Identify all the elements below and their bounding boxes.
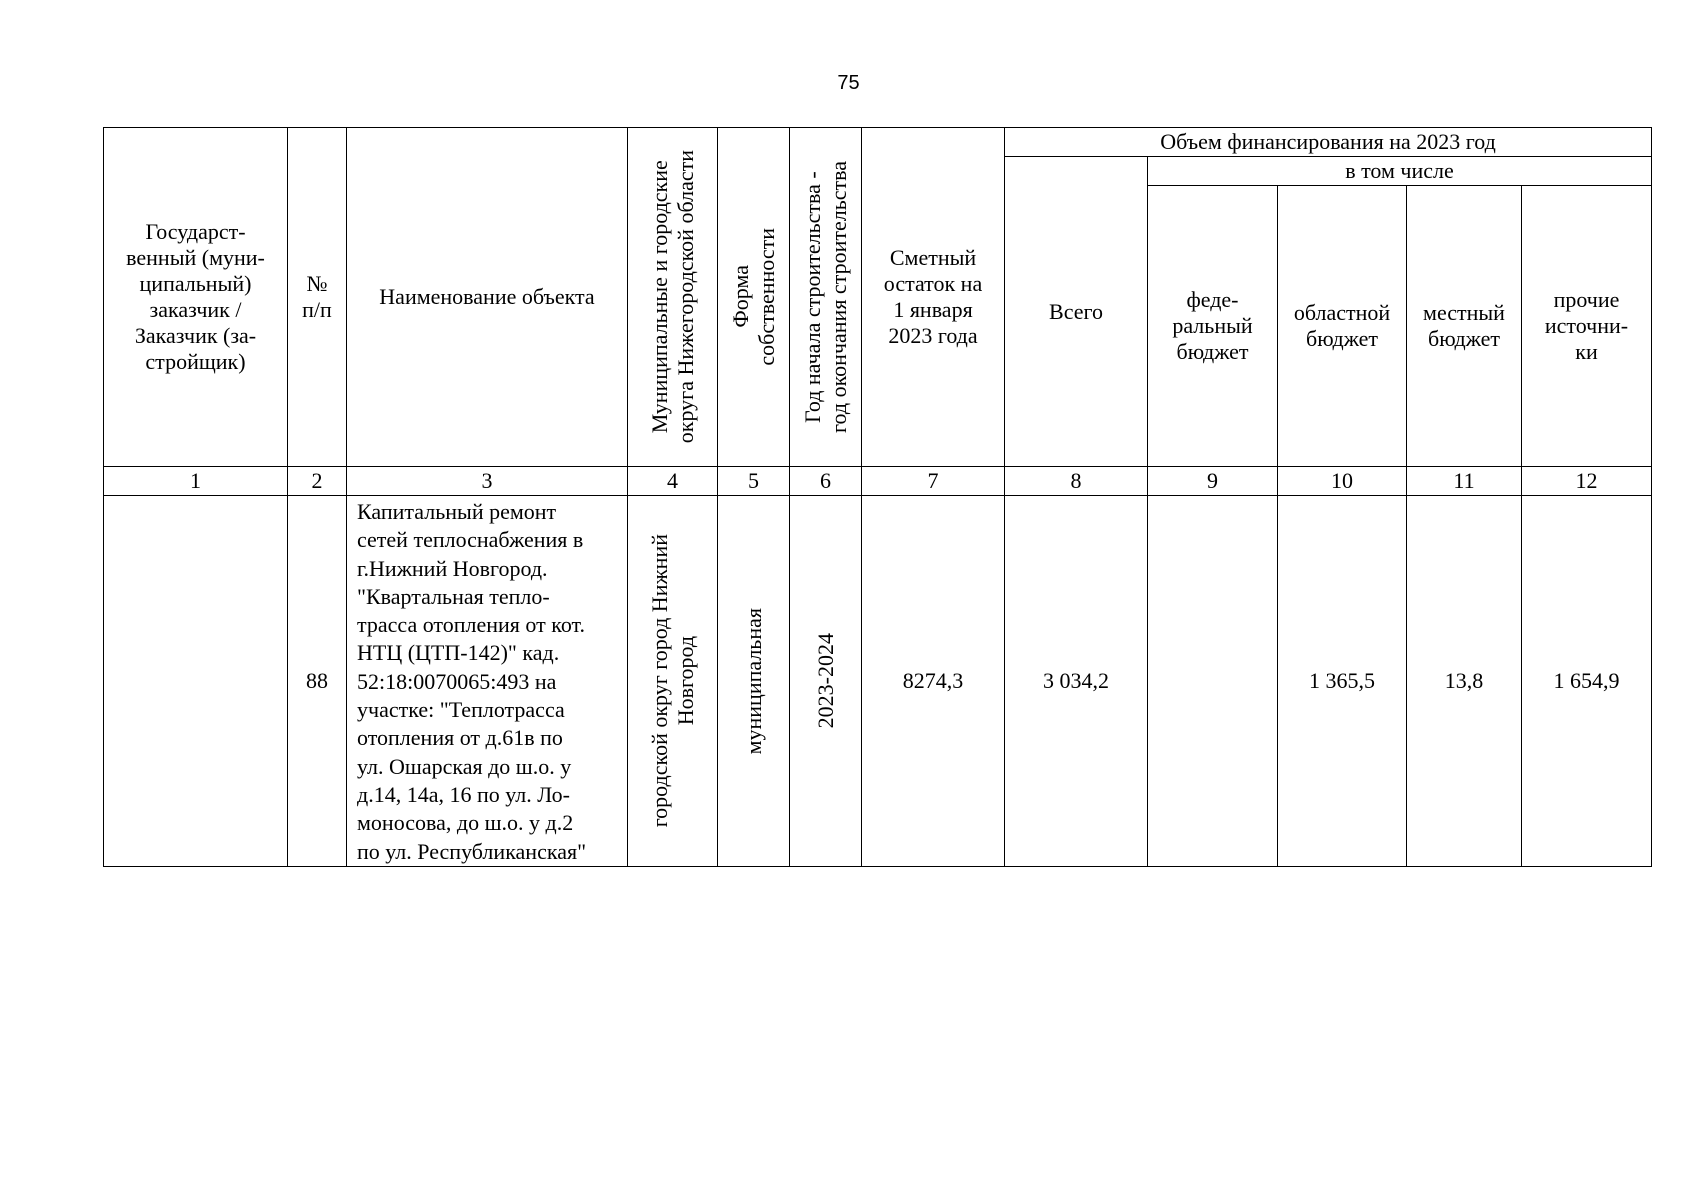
column-number: 1	[104, 467, 288, 496]
cell-regional: 1 365,5	[1278, 496, 1407, 867]
column-number: 7	[862, 467, 1005, 496]
header-customer: Государст- венный (муни- ципальный) заказчик / Заказчик (за- стройщик)	[104, 128, 288, 467]
cell-ownership	[718, 496, 790, 867]
header-total: Всего	[1005, 157, 1148, 467]
header-remainder: Сметный остаток на 1 января 2023 года	[862, 128, 1005, 467]
column-number: 12	[1522, 467, 1652, 496]
cell-municipality-text: городской округ город Нижний Новгород	[646, 534, 698, 828]
header-municipality	[628, 128, 718, 467]
cell-years-text: 2023-2024	[812, 633, 838, 729]
cell-ownership-text: муниципальная	[740, 607, 766, 755]
column-number: 11	[1407, 467, 1522, 496]
header-years	[790, 128, 862, 467]
page-number: 75	[837, 72, 860, 94]
investment-table	[103, 127, 1652, 867]
cell-object-name: Капитальный ремонт сетей теплоснабжения в г.Нижний Новгород. "Квартальная тепло- трасса отопления от кот. НТЦ (ЦТП-142)" кад. 52:18:0070065:493 на участке: "Теплотрасса отопления от д.61в по ул. Ошарская до ш.о. у д.14, 14а, 16 по ул. Ло- моносова, до ш.о. у д.2 по ул. Республиканская"	[347, 496, 628, 867]
cell-total: 3 034,2	[1005, 496, 1148, 867]
header-funding-title: Объем финансирования на 2023 год	[1005, 128, 1652, 157]
header-number: № п/п	[288, 128, 347, 467]
header-local: местный бюджет	[1407, 186, 1522, 467]
cell-municipality	[628, 496, 718, 867]
header-other: прочие источни- ки	[1522, 186, 1652, 467]
column-number: 8	[1005, 467, 1148, 496]
column-number: 6	[790, 467, 862, 496]
header-object-name: Наименование объекта	[347, 128, 628, 467]
header-years-text: Год начала строительства - год окончания строительства	[799, 161, 851, 433]
header-federal: феде- ральный бюджет	[1148, 186, 1278, 467]
column-number: 10	[1278, 467, 1407, 496]
cell-other: 1 654,9	[1522, 496, 1652, 867]
header-ownership	[718, 128, 790, 467]
column-number: 4	[628, 467, 718, 496]
column-number: 3	[347, 467, 628, 496]
table-row	[104, 496, 1652, 867]
header-ownership-text: Форма собственности	[727, 228, 779, 366]
cell-remainder: 8274,3	[862, 496, 1005, 867]
cell-years	[790, 496, 862, 867]
cell-number: 88	[288, 496, 347, 867]
column-number: 2	[288, 467, 347, 496]
cell-local: 13,8	[1407, 496, 1522, 867]
column-number: 5	[718, 467, 790, 496]
header-regional: областной бюджет	[1278, 186, 1407, 467]
header-including: в том числе	[1148, 157, 1652, 186]
header-municipality-text: Муниципальные и городские округа Нижегородской области	[646, 150, 698, 444]
cell-customer	[104, 496, 288, 867]
column-numbers-row	[104, 467, 1652, 496]
cell-federal	[1148, 496, 1278, 867]
column-number: 9	[1148, 467, 1278, 496]
